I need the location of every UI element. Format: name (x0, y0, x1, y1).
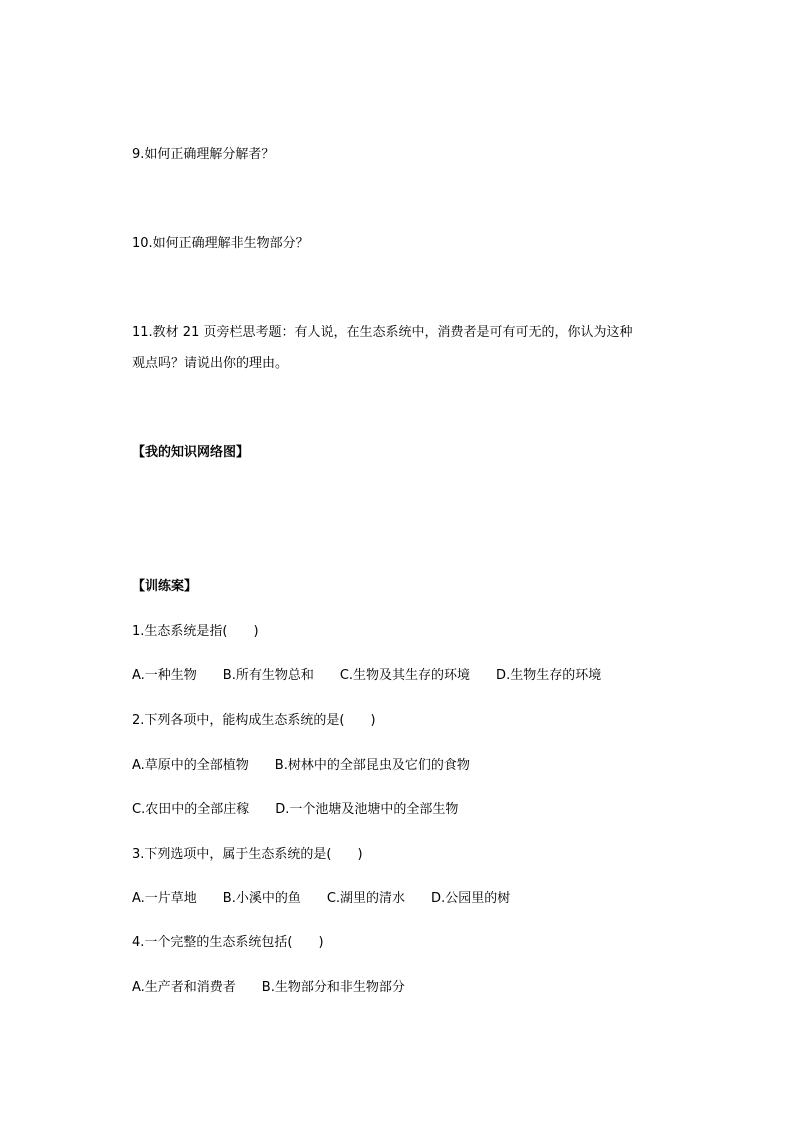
exercise-1: 1.生态系统是指( ) (132, 624, 259, 639)
section-training: 【训练案】 (132, 579, 198, 594)
exercise-2-options-cd: C.农田中的全部庄稼 D.一个池塘及池塘中的全部生物 (132, 802, 459, 817)
exercise-4-options: A.生产者和消费者 B.生物部分和非生物部分 (132, 980, 405, 995)
exercise-3: 3.下列选项中，属于生态系统的是( ) (132, 847, 363, 862)
question-9: 9.如何正确理解分解者？ (132, 147, 275, 162)
exercise-4: 4.一个完整的生态系统包括( ) (132, 935, 324, 950)
question-11-line-1: 11.教材 21 页旁栏思考题：有人说，在生态系统中，消费者是可有可无的，你认为这种 (132, 325, 633, 340)
question-10: 10.如何正确理解非生物部分？ (132, 236, 309, 251)
exercise-3-options: A.一片草地 B.小溪中的鱼 C.湖里的清水 D.公园里的树 (132, 891, 511, 906)
exercise-2: 2.下列各项中，能构成生态系统的是( ) (132, 713, 376, 728)
exercise-1-options: A.一种生物 B.所有生物总和 C.生物及其生存的环境 D.生物生存的环境 (132, 668, 602, 683)
section-knowledge-network: 【我的知识网络图】 (132, 445, 250, 460)
question-11-line-2: 观点吗？请说出你的理由。 (132, 356, 289, 371)
exercise-2-options-ab: A.草原中的全部植物 B.树林中的全部昆虫及它们的食物 (132, 758, 470, 773)
